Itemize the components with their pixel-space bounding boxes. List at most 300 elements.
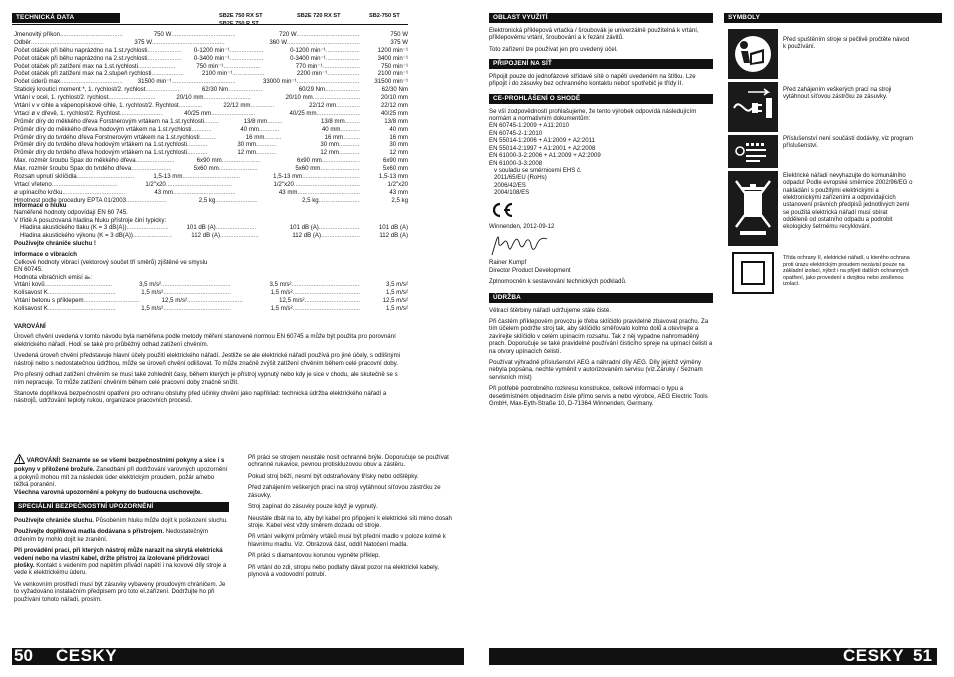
maintenance-header: ÚDRŽBA [489,293,713,303]
usage-p2: Toto zařízení lze používat jen pro uvedený účel. [489,45,618,53]
leader-dots [138,63,175,71]
vibration-row-value-1: 3,5 m/s² [139,281,162,289]
leader-dots [147,47,181,55]
spec-row-value-3: 750 min⁻¹ [381,62,408,70]
spec-table [14,31,408,205]
model-1: SB2E 750 RX ST [219,13,263,19]
leader-dots [187,141,208,149]
spec-row-label: Průměr díry do tvrdého dřeva hodovým vrtákem na 1.st.rychlosti [14,141,188,149]
leader-dots [131,165,171,173]
spec-row-label: Statický kroutící moment *, 1. rychlost/2. rychlost [14,86,146,94]
ce-norms [489,122,713,167]
read-manual-icon [728,29,778,79]
leader-dots [325,86,360,94]
spec-row-value-3: 16 mm [389,133,408,141]
spec-row-label: Vrtací vřeteno [14,180,52,188]
spec-row-label: Počet otáček při běhu naprázdno na 2.st.rychlosti [14,54,148,62]
vibration-row-value-3: 1,5 m/s² [385,289,408,297]
spec-row-value-1: 31500 min⁻¹ [137,78,172,86]
leader-dots [84,297,139,305]
leader-dots [200,134,217,142]
spec-row [14,110,408,118]
spec-row [14,118,408,126]
spec-row-value-2: 720 W [279,31,297,38]
vibration-row-value-2: 1,5 m/s² [270,304,293,312]
warning-p3: Pro přesný odhad zatížení chvěním se musí také zohlednit časy, během kterých je přístroj vypnutý nebo kdy je sice v chodu, ale skutečně se s ním nepracuje. To může zatížení chvěním během celé pracovní doby značně snížit. [14,371,398,386]
leader-dots [62,189,125,197]
ce-norm: EN 61000-3-2:2006 + A1:2009 + A2:2009 [489,152,601,160]
leader-dots [163,289,230,297]
leader-dots [327,70,360,78]
safety-keep-note: Všechna varovná upozornění a pokyny do budoucna uschovejte. [14,488,202,496]
spec-row-label: ø upínacího krčku [14,188,63,196]
right-column [489,13,713,412]
ce-norm: EN 60745-1:2009 + A11:2010 [489,122,570,130]
leader-dots [120,110,163,118]
noise-row-value-3: 101 dB (A) [378,224,408,232]
spec-row-value-1: 40 mm [240,125,259,133]
leader-dots [313,94,360,102]
leader-dots [152,70,185,78]
ce-text: Se vší zodpovědností prohlašujeme, že tento výrobek odpovídá následujícím normám a normativním dokumentům: [489,107,697,122]
leader-dots [339,149,360,157]
spec-row-value-2: 43 mm [278,188,298,196]
spec-row [14,126,408,134]
spec-row-value-1: 1/2"x20 [145,180,166,188]
leader-dots [297,189,360,197]
spec-row-value-3: 31500 min⁻¹ [374,78,408,86]
spec-row-value-2: 13/8 mm [320,117,345,125]
noise-row-value-1: 101 dB (A) [186,224,216,232]
spec-row-value-3: 2100 min⁻¹ [377,70,408,78]
vibration-row-value-2: 12,5 m/s² [279,296,305,304]
leader-dots [326,47,360,55]
spec-row-value-3: 3400 min⁻¹ [377,54,408,62]
spec-row [14,157,408,165]
noise-section [14,202,408,313]
noise-row-label: Hladina akustického výkonu (K = 3 dB(A)) [20,232,133,240]
symbol-text-2: Před zahájením veškerých prací na stroji vytáhnout síťovou zástrčku ze zásuvky. [783,87,892,101]
leader-dots [48,289,115,297]
vibration-text2: Hodnota vibračních emisí aₕ: [14,273,92,281]
spec-row-value-1: 750 W [153,31,172,38]
mid-p6: Při vrtání velkými průměry vrtáků musí být přední madlo v poloze kolmé k hlavnímu madlu. Viz. Obrázová část, oddíl Natočení madla. [248,533,446,548]
leader-dots [187,297,242,305]
leader-dots [182,173,240,181]
spec-row-label: Max. rozměr šroubu Spax do tvrdého dřeva [14,165,132,173]
ce-directive: 2006/42/ES [494,181,526,189]
spec-row-value-2: 12 mm [320,149,340,157]
spec-row-value-2: 5x60 mm [295,165,321,173]
symbol-text-4: Elektrické nářadí nevyhazujte do komunálního odpadu! Podle evropské směrnice 2002/96/EG o nakládání s použitými elektrickými a elektronickými zařízeními a odpovídajících ustanovení právních předpisů jednotlivých zemí se použitá elektrická nářadí musí sbírat odděleně od ostatního odpadu a podrobit ekologicky šetrnému recyklování. [783,173,913,231]
spec-row-value-3: 43 mm [389,188,408,196]
mid-p8: Při vrtání do zdi, stropu nebo podlahy dávat pozor na elektrické kabely, plynová a vodovodní potrubí. [248,563,439,579]
spec-row-label: Počet otáček při zatížení max na 2.stupeň rychlosti [14,70,152,78]
leader-dots [219,165,259,173]
mid-p5: Neustále dbát na to, aby byl kabel pro připojení k elektrické síti mimo dosah stroje. Kabel vést vždy směrem dozadu od stroje. [248,514,452,529]
spec-row-value-2: 16 mm [324,133,344,141]
spec-row-value-2: 22/12 mm [309,102,337,110]
vibration-row-value-1: 1,5 m/s² [141,304,164,312]
spec-row-label: Vrtací ø v dřevě, 1. rychlost/2. Rychlost [14,109,120,117]
leader-dots [216,224,257,232]
vibration-row [14,297,408,305]
spec-row-value-2: 60/29 Nm [298,86,326,94]
spec-row [14,31,408,39]
leader-dots [293,289,360,297]
spec-row-value-1: 2100 min⁻¹ [202,70,233,78]
spec-row-value-2: 20/10 mm [285,94,313,102]
spec-row [14,189,408,197]
spec-row-value-1: 375 W [134,38,152,46]
spec-row-label: Průměr díry do měkkého dřeva hodovým vrtákem na 1.st.rychlosti [14,125,192,133]
model-3: SB2-750 ST [369,13,400,19]
spec-row-label: Odběr [14,38,31,46]
leader-dots [292,281,360,289]
spec-row-value-2: 40 mm [321,125,341,133]
vibration-row-value-2: 3,5 m/s² [269,281,292,289]
leader-dots [319,224,360,232]
vibration-text: Celkové hodnoty vibrací (vektorový součet tří směrů) zjištěné ve smyslu EN 60745. [14,258,208,274]
leader-dots [293,305,360,313]
spec-row-value-3: 62/30 Nm [381,86,408,94]
leader-dots [204,94,251,102]
spec-row-value-2: 770 min⁻¹ [295,62,323,70]
leader-dots [297,31,360,39]
leader-dots [228,86,263,94]
spec-row-label: Průměr díry do tvrdého dřeva hodovým vrtákem na 1.st.rychlosti [14,149,188,157]
warning-p1: Úroveň chvění uvedená v tomto návodu byla naměřena podle metody měření stanovené normou EN 60745 a může být použita pro porovnání elektrického nářadí. Hodí se také pro průběžný odhad zatížení chvěním. [14,333,396,348]
noise-text2: V třídě A posuzovaná hladina hluku přístroje činí typicky: [14,216,167,224]
noise-title: Informace o hluku [14,202,67,209]
safety-column [14,454,229,607]
spec-row-label: Jmenovitý příkon [14,31,61,38]
ce-mark-icon [489,201,713,221]
sp1-bold: Používejte chrániče sluchu. [14,516,94,524]
spec-row-value-2: 0-3400 min⁻¹ [290,54,326,62]
signer-role: Director Product Development [489,266,571,274]
spec-row-value-1: 20/10 mm [176,94,204,102]
right-language: ČESKY [843,646,905,665]
spec-row-value-3: 1200 min⁻¹ [377,46,408,54]
ce-directive: 2004/108/ES [494,189,530,197]
sp3-bold: Při provádění prací, při kterých nástroj může narazit na skrytá elektrická vedení nebo na vlastní kabel, držte přístroj za izolované přidržovací plošky. [14,547,223,570]
noise-table [14,224,408,240]
spec-row-label: Počet úderů max [14,78,61,86]
spec-row [14,94,408,102]
spec-row-value-2: 40/25 mm [289,109,317,117]
tech-data-header: TECHNICKÁ DATA [12,13,120,23]
leader-dots [171,78,234,86]
model-1-sub: SB2E 750 R ST [219,21,259,27]
spec-row-value-2: 2,5 kg [302,196,319,204]
safety-warning-rest: Zanedbání při dodržování varovných upozornění a pokynů mohou mít za následek úder elektrickým proudem, požár a/nebo těžká poranění. [14,466,228,489]
spec-row-value-1: 12 mm [237,149,257,157]
spec-row [14,39,408,47]
spec-row-value-1: 2,5 kg [198,196,216,204]
mid-p4: Stroj zapínat do zásuvky pouze když je vypnutý. [248,503,378,511]
leader-dots [223,63,260,71]
signer-name: Rainer Kumpf [489,259,527,267]
vibration-row-label: Vrtání betonu s příklepem [14,296,84,304]
leader-dots [145,86,180,94]
spec-row-value-1: 6x90 mm [196,157,222,165]
leader-dots [320,165,360,173]
vibration-title: Informace o vibracích [14,251,77,259]
maint-p4: Při potřebě podrobného rozkresu konstrukce, celkové informaci o typu a desetimístném objednacím čísle přímo servis a nebo výrobce, AEG Electric Tools GmbH, Max-Eyth-Straße 10, D-71364 Winnenden, Germany. [489,385,708,408]
ce-norm: EN 55014-2:1997 + A1:2001 + A2:2008 [489,144,596,152]
vibration-row [14,289,408,297]
noise-row [20,224,408,232]
warning-p4: Stanovte doplňková bezpečnostní opatření pro ochranu obsluhy před účinky chvění jako například: technická údržba elektrického nářadí a nástrojů, udržování teploty rukou, organizace pracovních procesů. [14,389,387,405]
vibration-row [14,305,408,313]
leader-dots [77,173,135,181]
spec-row-value-3: 5x60 mm [382,165,408,173]
spec-row-value-3: 12 mm [389,149,408,157]
spec-row [14,173,408,181]
leader-dots [211,110,254,118]
spec-row [14,55,408,63]
special-safety-header: SPECIÁLNÍ BEZPEČNOSTNÍ UPOZORNĚNÍ [14,502,229,512]
spec-row-value-1: 40/25 mm [184,109,212,117]
spec-row-value-3: 20/10 mm [380,94,408,102]
spec-row-label: Průměr díry do měkkého dřeva Forstnerovým vrtákem na 1.st.rychlosti [14,117,204,125]
mains-header: PŘIPOJENÍ NA SÍŤ [489,59,713,69]
noise-row-label: Hladina akustického tlaku (K = 3 dB(A)) [20,224,127,232]
ce-directives [489,167,713,197]
leader-dots [127,224,168,232]
leader-dots [204,118,219,126]
mid-p1: Při práci se strojem neustále nosit ochranné brýle. Doporučuje se používat ochranné rukavice, pevnou protiskluzovou obuv a zástěru. [248,454,449,469]
spec-row-value-3: 2,5 kg [391,196,408,204]
warning-triangle-icon [14,454,25,466]
leader-dots [339,141,360,149]
leader-dots [322,157,360,165]
ce-norm: EN 61000-3-3:2008 [489,159,543,167]
noise-row-value-2: 112 dB (A) [292,232,321,240]
spec-row-value-1: 1,5-13 mm [153,173,183,181]
spec-row [14,181,408,189]
leader-dots [230,55,264,63]
leader-dots [60,78,123,86]
symbol-text-5: Třída ochrany II, elektrické nářadí, u kterého ochrana proti úrazu elektrickým proudem nezávisí pouze na základní izolaci, nýbrž i na přijetí dalších ochranných opatření, jako provedení s dvojitou nebo zesílenou izolací. [783,255,910,288]
leader-dots [321,232,360,240]
sp2-bold: Používejte doplňková madla dodávana s přístrojem. [14,528,165,536]
leader-dots [48,305,115,313]
spec-row-value-1: 22/12 mm [223,102,251,110]
left-language: ČESKY [56,646,118,665]
class-ii-icon [728,249,778,297]
leader-dots [232,70,265,78]
maint-p1: Větrací štěrbiny nářadí udržujeme stále čisté. [489,306,611,314]
spec-row-value-1: 0-3400 min⁻¹ [193,54,230,62]
accessories-icon [728,135,778,168]
ce-norm: EN 60745-2-1:2010 [489,129,543,137]
warning-p2: Uvedená úroveň chvění představuje hlavní účely použití elektrického nářadí. Jestliže se ale elektrické nářadí používá pro jiné účely, s odlišnými nástroji nebo s nedostatečnou údržbou, může se úroveň chvění odlišovat. To může značně zvýšit zatížení chvěním během celé pracovní doby. [14,352,401,367]
safety-warning-bold: VAROVÁNÍ! Seznamte se se všemi bezpečnostními pokyny a sice i s pokyny v přiložené brožuře. [14,456,225,474]
leader-dots [264,134,281,142]
unplug-icon [728,82,778,132]
signature [489,233,713,259]
ce-norm: EN 55014-1:2006 + A1:2009 + A2:2011 [489,137,595,145]
leader-dots [171,31,234,39]
leader-dots [343,134,360,142]
spec-row-value-3: 22/12 mm [380,102,408,110]
spec-row-label: Hmotnost podle procedury EPTA 01/2003 [14,196,127,204]
sp3-text: Kontakt s vedením pod napětím přivádí napětí i na kovové díly stroje a vede k elektrickému úderu. [14,562,227,577]
warning-title: VAROVÁNÍ [14,323,46,330]
leader-dots [230,47,264,55]
place-date: Winnenden, 2012-09-12 [489,223,555,231]
noise-row [20,232,408,240]
vibration-row-value-2: 1,5 m/s² [270,289,293,297]
maint-p2: Při častém příklepovém provozu je třeba sklíčidlo pravidelně zbavovat prachu. Za tím účelem podržte stroj tak, aby sklíčidlo směřovalo kolmo dolů a otevírejte a zavírejte sklíčidlo v celém upínacím rozsahu. Tak z něj vypadne nahromaděný prach. Doporučuje se také pravidelné používání čisticího spreje na upínací čelisti a na otvory upínacích čelistí. [489,317,713,355]
spec-row [14,78,408,86]
usage-header: OBLAST VYUŽITÍ [489,13,713,23]
spec-row-label: Průměr díry do tvrdého dřeva Forstnerovým vrtákem na 1.st.rychlosti [14,133,200,141]
leader-dots [256,141,277,149]
leader-dots [317,110,360,118]
ce-directive: 2011/65/EU (RoHs) [494,174,547,182]
spec-row [14,70,408,78]
spec-row-value-2: 30 mm [320,141,340,149]
spec-row-label: Vrtání v ocel, 1. rychlost/2. rychlost [14,94,109,102]
vibration-row-label: Kolísavost K [14,304,48,312]
spec-row-value-1: 0-1200 min⁻¹ [193,46,230,54]
leader-dots [323,63,360,71]
spec-row [14,47,408,55]
leader-dots [191,126,211,134]
spec-row-value-1: 5x60 mm [193,165,219,173]
leader-dots [256,149,277,157]
weee-bin-icon [728,171,778,246]
spec-row-value-2: 6x90 mm [296,157,322,165]
leader-dots [341,126,361,134]
spec-row-value-1: 43 mm [154,188,173,196]
leader-dots [152,39,225,47]
leader-dots [179,102,203,110]
spec-row-value-2: 360 W [269,38,287,46]
ear-protection-note: Používejte chrániče sluchu ! [14,240,96,248]
leader-dots [297,78,360,86]
leader-dots [222,157,260,165]
spec-row-value-3: 13/8 mm [384,117,408,125]
left-page-number: 50 [14,646,33,665]
safety-column-2 [248,454,460,582]
authorized-text: Zplnomocněn k sestavování technických podkladů. [489,278,627,286]
vibration-row [14,281,408,289]
spec-row-value-3: 40/25 mm [380,109,408,117]
spec-row-value-1: 750 min⁻¹ [196,62,224,70]
spec-row-value-3: 375 W [390,38,408,46]
leader-dots [60,31,123,39]
leader-dots [259,126,279,134]
spec-row-value-1: 30 mm [237,141,257,149]
leader-dots [133,232,172,240]
leader-dots [31,39,104,47]
spec-row-value-2: 0-1200 min⁻¹ [290,46,326,54]
sp1-text: Působením hluku může dojít k poškození sluchu. [93,516,228,524]
leader-dots [326,55,360,63]
leader-dots [305,297,360,305]
leader-dots [52,181,118,189]
spec-row-label: Počet otáček při běhu naprázdno na 1.st.rychlosti [14,46,148,54]
vibration-table [14,281,408,313]
sp4-text: Ve venkovním prostředí musí být zásuvky vybaveny proudovým chráničem. Je to vyžadováno instalačním předpisem pro toto el.zařízení. Dodržujte ho při používání tohoto nářadí, prosím. [14,580,226,603]
leader-dots [108,94,155,102]
noise-text: Naměřené hodnoty odpovídají EN 60 745. [14,209,128,217]
spec-row-value-1: 13/8 mm [243,117,268,125]
sp2-text: Nedostatečným držením by mohlo dojít ke zranění. [14,528,209,543]
spec-row-value-1: 62/30 Nm [201,86,229,94]
vibration-row-value-3: 1,5 m/s² [385,304,408,312]
ce-directive: v souladu se směrnicemi EHS č. [494,166,582,174]
spec-row-value-3: 1,5-13 mm [378,173,408,181]
right-page-number: 51 [913,646,932,665]
model-2: SB2E 720 RX ST [297,13,341,19]
leader-dots [187,149,208,157]
spec-row-value-2: 33000 min⁻¹ [263,78,297,86]
spec-row-value-2: 1,5-13 mm [273,173,303,181]
symbol-text-1: Před spuštěním stroje si pečlivě pročtěte návod k používání. [783,37,910,51]
spec-row [14,134,408,142]
leader-dots [161,281,229,289]
leader-dots [163,305,230,313]
spec-row-value-3: 750 W [390,31,408,38]
leader-dots [294,181,360,189]
spec-row-value-3: 40 mm [389,125,408,133]
spec-row [14,165,408,173]
spec-row-value-3: 1/2"x20 [387,180,408,188]
leader-dots [250,102,274,110]
spec-row [14,141,408,149]
spec-row-label: Max. rozměr šroubu Spax do měkkého dřeva [14,157,136,165]
usage-p1: Elektronická příklepová vrtačka / šroubovák je univerzálně použitelná k vrtání, příklepovému vrtání, šroubování a k řezání závitů. [489,26,699,42]
vibration-row-label: Vrtání kovů [14,281,45,289]
leader-dots [336,102,360,110]
noise-row-value-2: 101 dB (A) [289,224,319,232]
spec-row-label: Počet otáček při zatížení max na 1.st.rychlosti [14,62,138,70]
spec-row-value-1: 16 mm [245,133,265,141]
leader-dots [345,118,360,126]
maint-p3: Používat výhradně příslušenství AEG a náhradní díly AEG. Díly jejichž výměny nebyla popsána, nechte vyměnit v autorizovaném servisu (viz.Záruky / Seznam servisních míst) [489,359,703,381]
vibration-row-value-3: 12,5 m/s² [382,296,408,304]
vibration-row-value-3: 3,5 m/s² [386,281,408,289]
spec-row-value-2: 2200 min⁻¹ [296,70,328,78]
mid-p3: Před zahájením veškerých prací na stroji vytáhnout síťovou zástrčku ze zásuvky. [248,484,441,499]
spec-row [14,102,408,110]
mid-p2: Pokud stroj běží, nesmí být odstraňovány třísky nebo odštěpky. [248,472,419,480]
leader-dots [302,173,360,181]
mains-text: Připojit pouze do jednofázové střídavé sítě o napětí uvedeném na štítku. Lze připojit i do zásuvky bez ochranného kontaktu neboť spotřebič je třídy II. [489,72,696,88]
leader-dots [173,189,236,197]
ce-header: CE-PROHLÁŠENÍ O SHODĚ [489,94,713,104]
vibration-row-value-1: 1,5 m/s² [141,289,164,297]
spec-row-label: Vrtání v v cihle a vápenopískové cihle, 1. rychlost/2. Rychlost [14,102,179,110]
spec-row-value-3: 6x90 mm [382,157,408,165]
leader-dots [166,181,232,189]
spec-row-label: Rozsah upnutí sklíčidla [14,173,77,181]
noise-row-value-1: 112 dB (A) [191,232,220,240]
leader-dots [136,157,174,165]
noise-row-value-3: 112 dB (A) [379,232,408,240]
spec-row-value-3: 30 mm [389,141,408,149]
vibration-row-value-1: 12,5 m/s² [161,296,188,304]
spec-row [14,149,408,157]
symbols-header: SYMBOLY [724,13,942,23]
leader-dots [45,281,113,289]
mid-p7: Při práci s diamantovou korunou vypněte příklep. [248,552,381,560]
